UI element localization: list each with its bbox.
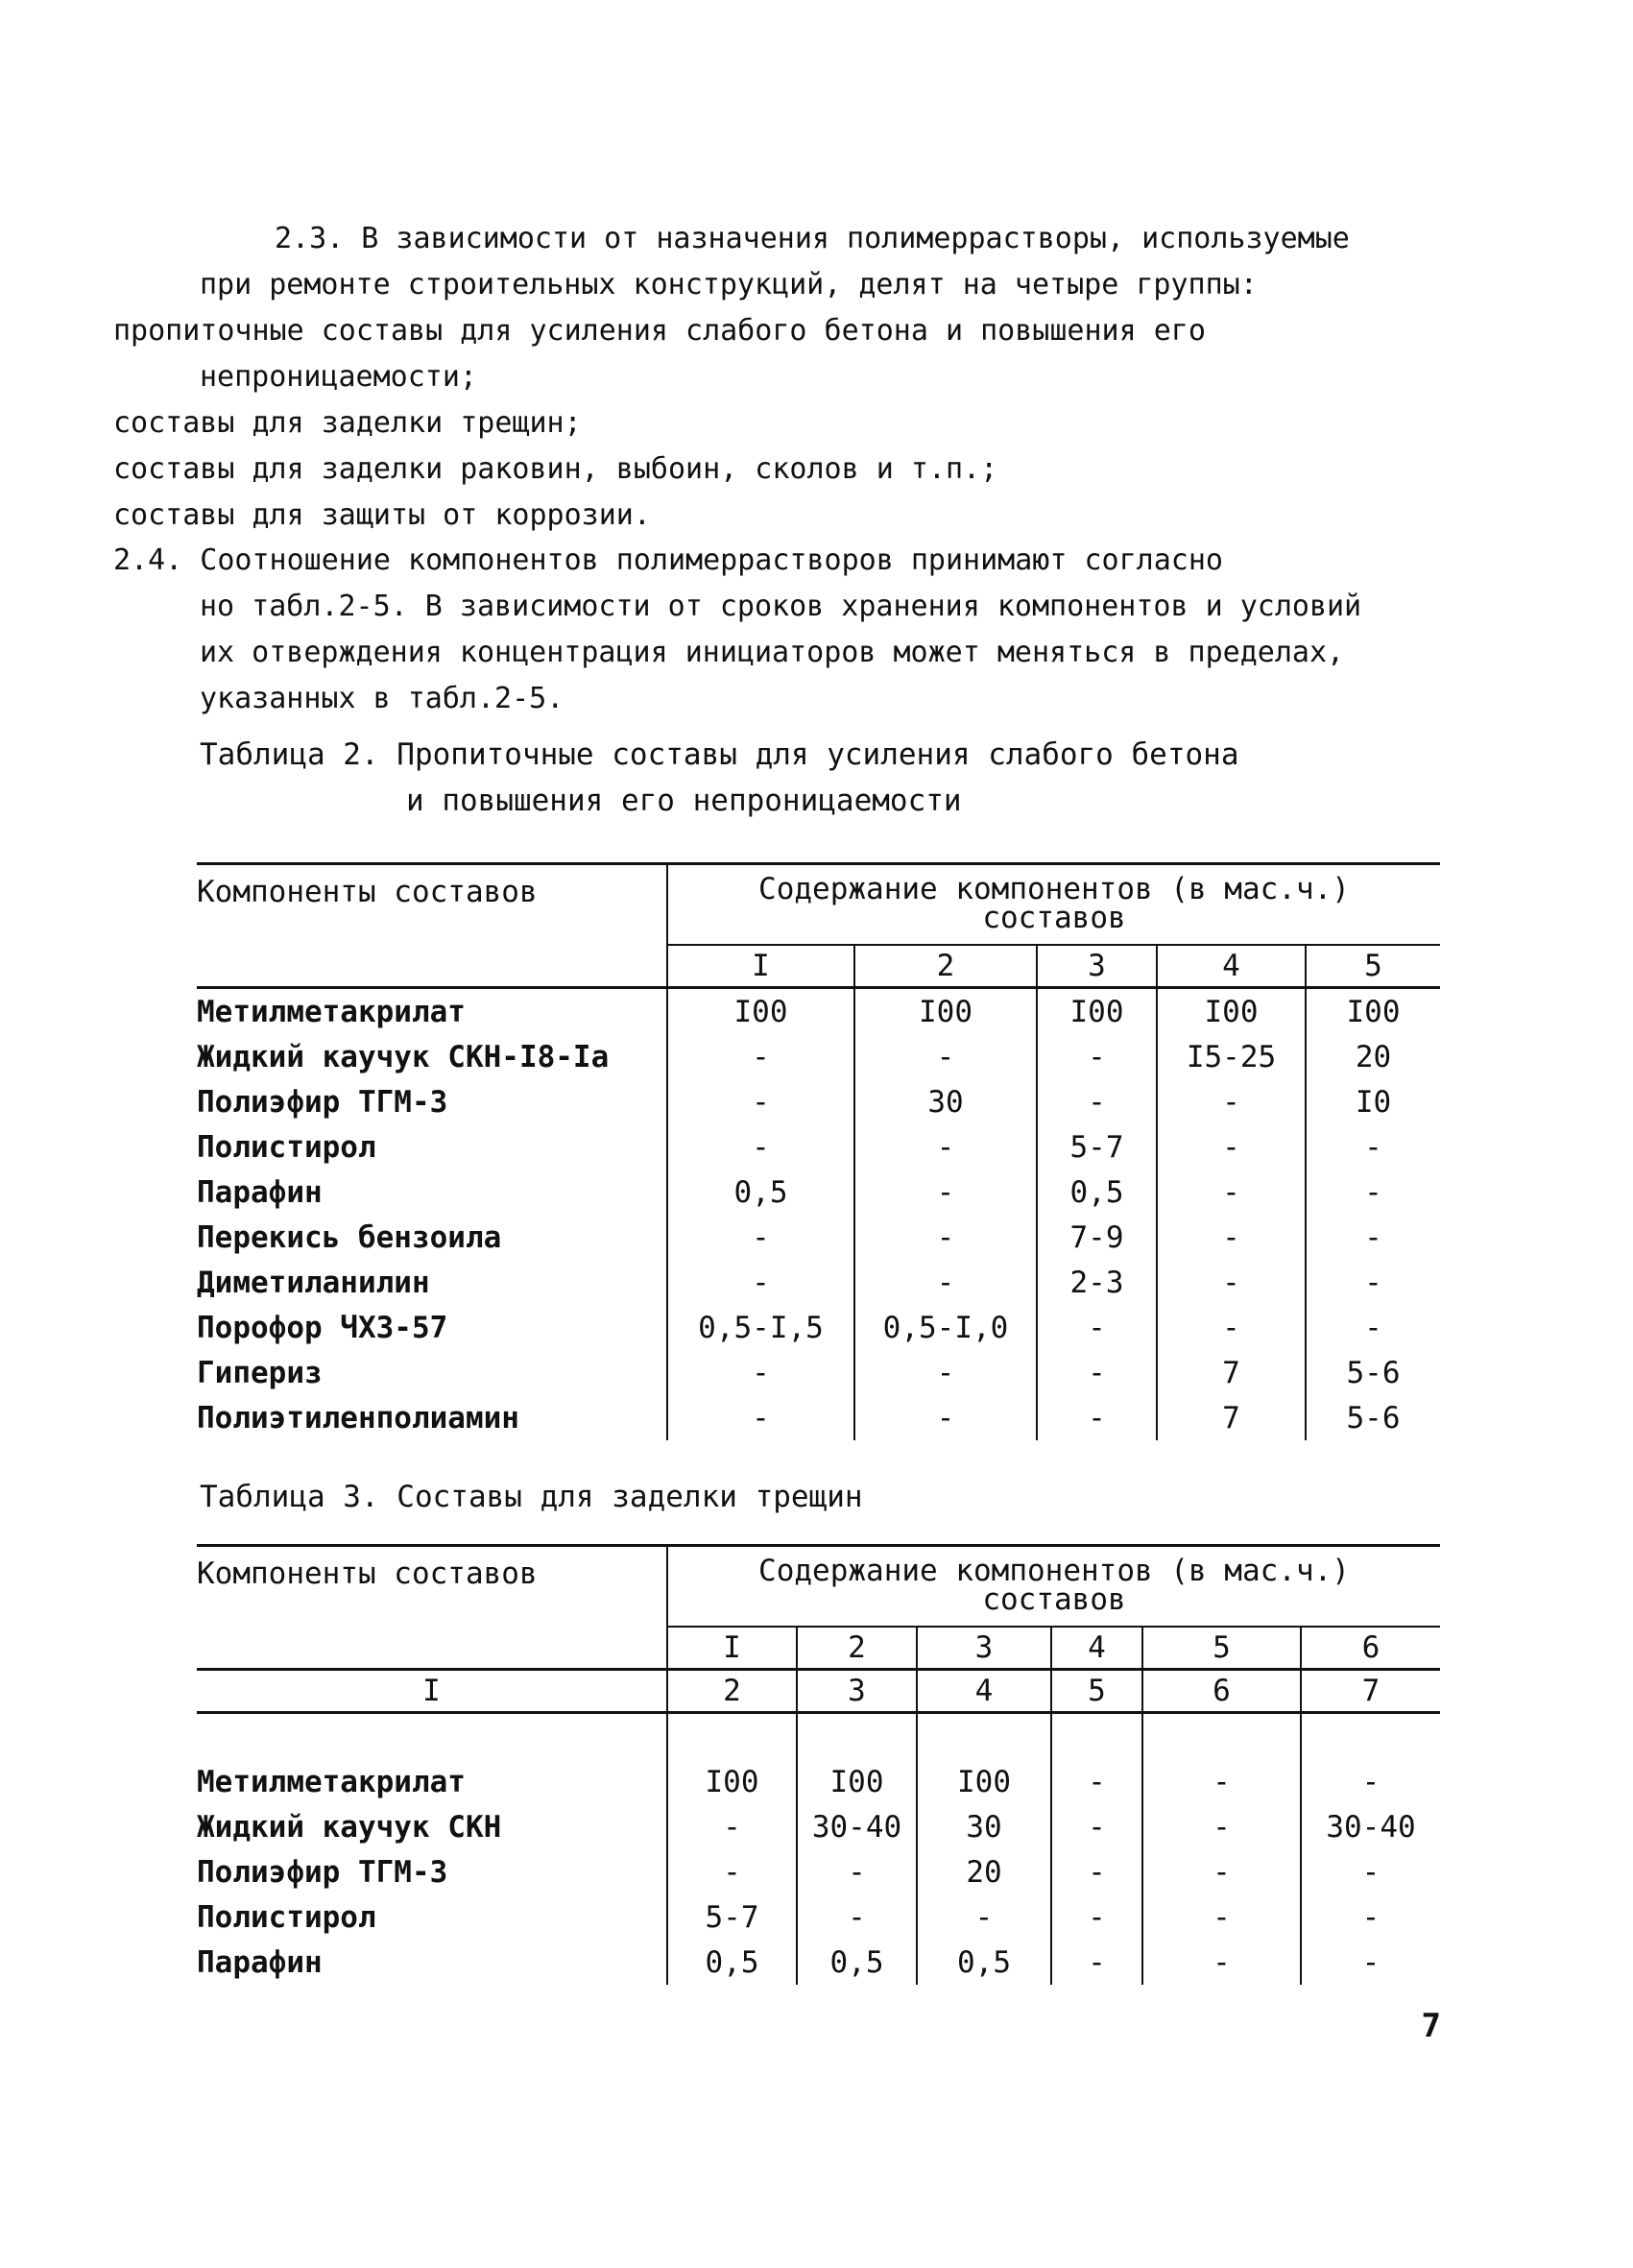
value-cell: - <box>1051 1940 1142 1985</box>
text-line: их отверждения концентрация инициаторов может меняться в пределах, <box>200 636 1345 669</box>
component-name: Жидкий каучук СКН <box>197 1809 502 1845</box>
value-cell: I00 <box>917 1759 1051 1804</box>
value-cell: - <box>1142 1759 1301 1804</box>
header-components: Компоненты составов <box>197 864 667 988</box>
text-line: но табл.2-5. В зависимости от сроков хранения компонентов и условий <box>200 590 1362 623</box>
value-cell: I00 <box>1037 988 1157 1035</box>
table-2-body <box>197 988 1440 1441</box>
table-row <box>197 1804 1440 1849</box>
table-row <box>197 1395 1440 1440</box>
column-header: I <box>667 1627 797 1670</box>
table-row <box>197 1940 1440 1985</box>
value-cell: 0,5 <box>667 1940 797 1985</box>
value-cell: - <box>667 1124 854 1170</box>
column-header: 4 <box>1051 1627 1142 1670</box>
value-cell: - <box>1142 1940 1301 1985</box>
value-cell: - <box>1301 1759 1440 1804</box>
component-name: Жидкий каучук СКН-I8-Iа <box>197 1039 610 1074</box>
table-row <box>197 1215 1440 1260</box>
value-cell: - <box>667 1079 854 1124</box>
value-cell: 30 <box>917 1804 1051 1849</box>
value-cell: - <box>667 1260 854 1305</box>
value-cell: - <box>917 1894 1051 1940</box>
value-cell: - <box>1301 1940 1440 1985</box>
value-cell: - <box>667 1804 797 1849</box>
component-name: Полистирол <box>197 1129 376 1165</box>
value-cell: - <box>667 1849 797 1894</box>
value-cell: I0 <box>1306 1079 1440 1124</box>
component-name: Метилметакрилат <box>197 994 466 1029</box>
value-cell: - <box>1306 1215 1440 1260</box>
header-content-line2: составов <box>982 1582 1126 1617</box>
column-header: 5 <box>1306 945 1440 988</box>
value-cell: 5-6 <box>1306 1395 1440 1440</box>
value-cell: - <box>1037 1034 1157 1079</box>
value-cell: - <box>854 1395 1037 1440</box>
text-line: пропиточные составы для усиления слабого бетона и повышения его <box>113 314 1206 348</box>
numbering-row <box>197 1670 1440 1713</box>
numbering-cell: 2 <box>667 1670 797 1713</box>
value-cell: - <box>854 1034 1037 1079</box>
value-cell: - <box>1037 1305 1157 1350</box>
value-cell: 20 <box>917 1849 1051 1894</box>
table-row <box>197 1260 1440 1305</box>
header-content <box>667 864 1440 946</box>
column-header: 2 <box>854 945 1037 988</box>
value-cell: - <box>1306 1124 1440 1170</box>
table-2 <box>197 862 1440 1440</box>
value-cell: - <box>1037 1079 1157 1124</box>
value-cell: - <box>854 1124 1037 1170</box>
text-line: непроницаемости; <box>200 360 477 394</box>
numbering-cell: I <box>197 1670 667 1713</box>
table-row <box>197 988 1440 1035</box>
column-header: 4 <box>1157 945 1306 988</box>
header-content-line1: Содержание компонентов (в мас.ч.) <box>758 1554 1350 1588</box>
text-line: 2.4. Соотношение компонентов полимеррастворов принимают согласно <box>113 543 1223 577</box>
table-row <box>197 1124 1440 1170</box>
value-cell: - <box>1037 1350 1157 1395</box>
header-content <box>667 1546 1440 1628</box>
value-cell: 2-3 <box>1037 1260 1157 1305</box>
table-row <box>197 1894 1440 1940</box>
caption-line: Таблица 2. Пропиточные составы для усиления слабого бетона <box>200 737 1239 772</box>
table-3 <box>197 1544 1440 1985</box>
numbering-cell: 4 <box>917 1670 1051 1713</box>
header-content-line2: составов <box>982 901 1126 935</box>
value-cell: - <box>1157 1215 1306 1260</box>
value-cell: 0,5 <box>917 1940 1051 1985</box>
value-cell: I00 <box>667 1759 797 1804</box>
value-cell: - <box>1037 1395 1157 1440</box>
value-cell: - <box>1157 1124 1306 1170</box>
value-cell: 0,5 <box>667 1170 854 1215</box>
component-name: Гипериз <box>197 1355 323 1390</box>
value-cell: I5-25 <box>1157 1034 1306 1079</box>
column-header: 3 <box>1037 945 1157 988</box>
value-cell: - <box>1157 1079 1306 1124</box>
table-row <box>197 1079 1440 1124</box>
value-cell: - <box>1051 1804 1142 1849</box>
value-cell: 5-7 <box>1037 1124 1157 1170</box>
value-cell: - <box>797 1894 917 1940</box>
column-header: 5 <box>1142 1627 1301 1670</box>
component-name: Полистирол <box>197 1899 376 1935</box>
value-cell: 5-7 <box>667 1894 797 1940</box>
table-row <box>197 1849 1440 1894</box>
value-cell: 0,5-I,5 <box>667 1305 854 1350</box>
value-cell: - <box>667 1034 854 1079</box>
column-header: 6 <box>1301 1627 1440 1670</box>
text-line: при ремонте строительных конструкций, делят на четыре группы: <box>200 268 1258 302</box>
value-cell: 7 <box>1157 1350 1306 1395</box>
value-cell: - <box>1051 1849 1142 1894</box>
text-line: составы для заделки трещин; <box>113 406 582 440</box>
component-name: Метилметакрилат <box>197 1764 466 1799</box>
value-cell: - <box>854 1350 1037 1395</box>
value-cell: - <box>854 1170 1037 1215</box>
paragraph-2-3 <box>113 216 1448 539</box>
numbering-cell: 3 <box>797 1670 917 1713</box>
component-name: Полиэтиленполиамин <box>197 1400 519 1436</box>
value-cell: - <box>1051 1894 1142 1940</box>
table-row <box>197 1305 1440 1350</box>
value-cell: 30 <box>854 1079 1037 1124</box>
numbering-cell: 5 <box>1051 1670 1142 1713</box>
numbering-cell: 7 <box>1301 1670 1440 1713</box>
value-cell: - <box>667 1395 854 1440</box>
value-cell: - <box>1142 1849 1301 1894</box>
table-row <box>197 1034 1440 1079</box>
component-name: Полиэфир ТГМ-3 <box>197 1084 448 1120</box>
table-row <box>197 1759 1440 1804</box>
value-cell: 0,5 <box>797 1940 917 1985</box>
column-header: 2 <box>797 1627 917 1670</box>
component-name: Полиэфир ТГМ-3 <box>197 1854 448 1890</box>
table-row <box>197 1350 1440 1395</box>
value-cell: - <box>854 1260 1037 1305</box>
caption-line: и повышения его непроницаемости <box>406 784 962 818</box>
table-row <box>197 1170 1440 1215</box>
page-number: 7 <box>1421 2007 1441 2045</box>
value-cell: - <box>1142 1804 1301 1849</box>
value-cell: - <box>1157 1305 1306 1350</box>
column-header: 3 <box>917 1627 1051 1670</box>
value-cell: I00 <box>1157 988 1306 1035</box>
paragraph-2-4 <box>113 538 1448 722</box>
value-cell: - <box>1157 1170 1306 1215</box>
table-3-body <box>197 1759 1440 1985</box>
value-cell: - <box>1306 1170 1440 1215</box>
value-cell: - <box>1306 1305 1440 1350</box>
value-cell: - <box>1142 1894 1301 1940</box>
text-line: 2.3. В зависимости от назначения полимеррастворы, используемые <box>275 222 1350 255</box>
table-2-caption <box>200 732 1239 824</box>
value-cell: I00 <box>797 1759 917 1804</box>
value-cell: - <box>1157 1260 1306 1305</box>
header-components: Компоненты составов <box>197 1546 667 1670</box>
text-line: указанных в табл.2-5. <box>200 682 564 715</box>
component-name: Парафин <box>197 1174 323 1210</box>
table-3-caption <box>200 1474 863 1520</box>
value-cell: - <box>1301 1894 1440 1940</box>
value-cell: - <box>667 1350 854 1395</box>
value-cell: 0,5 <box>1037 1170 1157 1215</box>
header-content-line1: Содержание компонентов (в мас.ч.) <box>758 872 1350 906</box>
component-name: Перекись бензоила <box>197 1219 502 1255</box>
value-cell: 30-40 <box>1301 1804 1440 1849</box>
value-cell: 30-40 <box>797 1804 917 1849</box>
component-name: Порофор ЧХЗ-57 <box>197 1310 448 1345</box>
value-cell: 7 <box>1157 1395 1306 1440</box>
value-cell: I00 <box>1306 988 1440 1035</box>
value-cell: 7-9 <box>1037 1215 1157 1260</box>
value-cell: - <box>1301 1849 1440 1894</box>
value-cell: 0,5-I,0 <box>854 1305 1037 1350</box>
value-cell: - <box>1051 1759 1142 1804</box>
value-cell: 20 <box>1306 1034 1440 1079</box>
column-header: I <box>667 945 854 988</box>
value-cell: I00 <box>854 988 1037 1035</box>
caption-line: Таблица 3. Составы для заделки трещин <box>200 1480 863 1514</box>
text-line: составы для заделки раковин, выбоин, сколов и т.п.; <box>113 452 998 486</box>
numbering-cell: 6 <box>1142 1670 1301 1713</box>
value-cell: I00 <box>667 988 854 1035</box>
value-cell: 5-6 <box>1306 1350 1440 1395</box>
value-cell: - <box>667 1215 854 1260</box>
value-cell: - <box>1306 1260 1440 1305</box>
value-cell: - <box>854 1215 1037 1260</box>
component-name: Диметиланилин <box>197 1265 430 1300</box>
text-line: составы для защиты от коррозии. <box>113 498 651 532</box>
value-cell: - <box>797 1849 917 1894</box>
component-name: Парафин <box>197 1944 323 1980</box>
